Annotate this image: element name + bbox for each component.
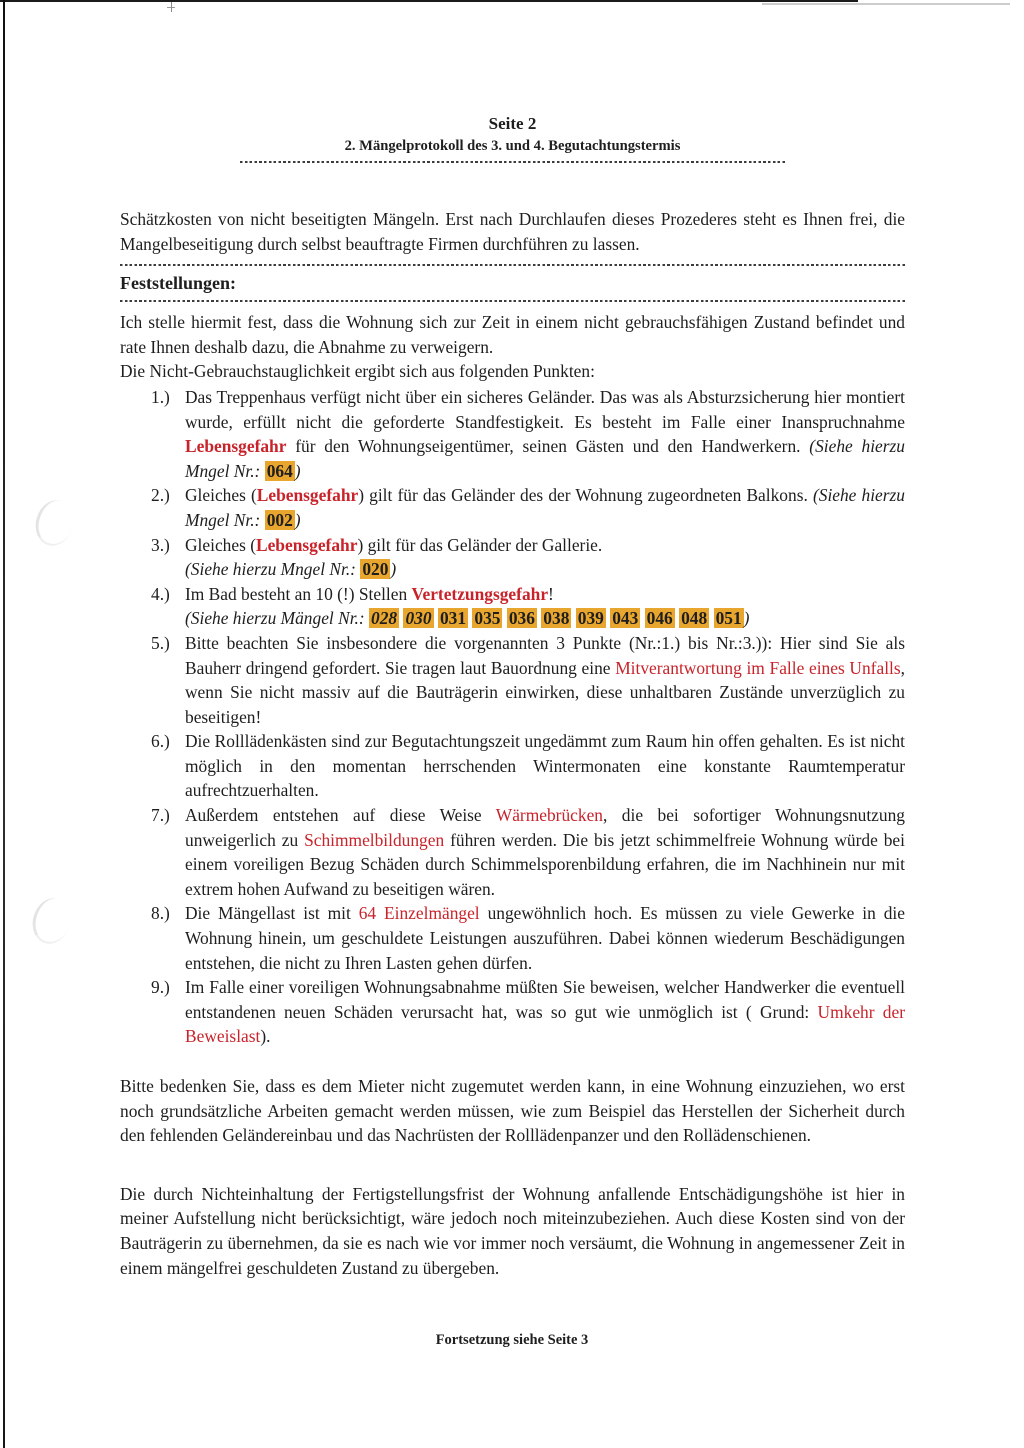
- list-item: [120, 385, 905, 483]
- list-item-number: 7.): [151, 805, 170, 826]
- list-item: [120, 533, 905, 582]
- text-segment: ungewöhnlich hoch. Es müssen zu viele Gewerke in die Wohnung hinein, um geschuldete Leistungen auszuführen. Dabei können wiederum Beschädigungen entstehen, die nicht zu Ihren Lasten gehen dürfen.: [185, 903, 905, 973]
- list-item: [120, 803, 905, 901]
- scan-artifact-left-line: [3, 0, 5, 1448]
- text-segment: Ich stelle hiermit fest, dass die Wohnung sich zur Zeit in einem nicht gebrauchsfähigen Zustand befindet und rate Ihnen deshalb dazu, die Abnahme zu verweigern.: [120, 312, 905, 357]
- text-segment: Die Rolllädenkästen sind zur Begutachtungszeit ungedämmt zum Raum hin offen gehalten. Es ist nicht möglich in den momentan herrschenden Wintermonaten eine konstante Raumtemperatur aufrechtzuerhalten.: [185, 731, 905, 801]
- text-segment: Die Nicht-Gebrauchstauglichkeit ergibt sich aus folgenden Punkten:: [120, 361, 595, 382]
- text-segment: , die bei sofortiger Wohnungsnutzung unweigerlich zu: [185, 805, 905, 850]
- list-item-text: [185, 903, 905, 972]
- section-divider-bottom: [120, 300, 905, 302]
- text-segment: Im Falle einer voreiligen Wohnungsabnahme müßten Sie beweisen, welcher Handwerker die eventuell entstandenen neuen Schäden verursacht hat, was so gut wie unmöglich ist ( Grund:: [185, 977, 905, 1022]
- closing-paragraph-compensation: [120, 1182, 905, 1280]
- text-segment: Außerdem entstehen auf diese Weise: [185, 805, 496, 826]
- list-item-number: 8.): [151, 903, 170, 924]
- list-item: [120, 975, 905, 1049]
- text-segment: (Siehe hierzu Mngel Nr.:: [185, 485, 906, 530]
- text-segment: Schimmelbildungen: [304, 829, 445, 850]
- intro-paragraph: [120, 207, 905, 256]
- list-item-number: 2.): [151, 485, 170, 506]
- defect-number-highlight: 030: [405, 608, 432, 629]
- text-segment: 64 Einzelmängel: [358, 903, 480, 924]
- text-segment: [640, 608, 644, 628]
- closing-paragraph-tenant: [120, 1074, 905, 1148]
- document-title: 2. Mängelprotokoll des 3. und 4. Begutachtungstermis: [344, 138, 681, 154]
- list-item: [120, 901, 905, 975]
- defect-number-highlight: 028: [371, 608, 398, 629]
- text-segment: Lebensgefahr: [185, 436, 287, 457]
- text-segment: ): [390, 559, 397, 580]
- text-segment: ) gilt für das Geländer des der Wohnung zugeordneten Balkons.: [358, 485, 813, 506]
- defect-number-highlight: 043: [612, 608, 639, 629]
- page-number: Seite 2: [488, 114, 537, 133]
- page-header: [120, 114, 905, 163]
- text-segment: ) gilt für das Geländer der Gallerie.: [357, 534, 603, 555]
- text-segment: Bitte beachten Sie insbesondere die vorgenannten 3 Punkte (Nr.:1.) bis Nr.:3.)): Hier sind Sie als Bauherr dringend gefordert. Sie tragen laut Bauordnung eine: [185, 632, 905, 678]
- text-segment: Bitte bedenken Sie, dass es dem Mieter nicht zugemutet werden kann, in eine Wohnung einzuziehen, wo erst noch grundsätzliche Arbeiten gemacht werden müssen, wie zum Beispiel das Herstellen der Sicherheit durch den fehlenden Geländereinbau und das Nachrüsten der Rolllädenpanzer und den Rollädenschienen.: [120, 1076, 905, 1146]
- section-heading: Feststellungen:: [120, 273, 236, 294]
- list-item-number: 1.): [151, 386, 170, 407]
- list-item-number: 3.): [151, 534, 170, 555]
- text-segment: Vertetzungsgefahr: [411, 583, 549, 604]
- defect-number-highlight: 002: [266, 509, 293, 530]
- continuation-note: Fortsetzung siehe Seite 3: [435, 1332, 589, 1348]
- text-segment: ): [294, 460, 301, 481]
- list-item-text: [185, 633, 905, 727]
- text-segment: Schätzkosten von nicht beseitigten Mängeln. Erst nach Durchlaufen dieses Prozederes steht es Ihnen frei, die Mangelbeseitigung durch selbst beauftragte Firmen durchführen zu lassen.: [120, 209, 905, 254]
- defect-number-highlight: 038: [543, 608, 570, 629]
- text-segment: für den Wohnungseigentümer, seinen Gästen und den Handwerkern.: [286, 436, 810, 457]
- list-item-number: 4.): [151, 583, 170, 604]
- list-item-number: 9.): [151, 977, 170, 998]
- document-content: [120, 114, 905, 1280]
- text-segment: , wenn Sie nicht massiv auf die Bauträgerin einwirken, diese unhaltbaren Zustände unverzüglich zu beseitigen!: [185, 657, 905, 727]
- text-segment: ): [294, 509, 301, 530]
- text-segment: ).: [260, 1026, 271, 1047]
- list-item-text: [185, 584, 749, 629]
- header-divider: [240, 161, 786, 163]
- list-item-text: [185, 535, 602, 580]
- section-divider-top: [120, 264, 905, 266]
- list-item-text: [185, 485, 905, 530]
- text-segment: Die Mängellast ist mit: [185, 903, 359, 924]
- list-item-text: [185, 387, 905, 481]
- list-item-text: [185, 977, 905, 1046]
- findings-intro-paragraph: [120, 310, 905, 384]
- text-segment: !: [548, 583, 554, 604]
- list-item: [120, 729, 905, 803]
- text-segment: Im Bad besteht an 10 (!) Stellen: [185, 583, 412, 604]
- list-item: [120, 483, 905, 532]
- list-item-text: [185, 805, 905, 899]
- scan-artifact-plus-mark: [167, 2, 175, 12]
- text-segment: (Siehe hierzu Mngel Nr.:: [185, 559, 361, 580]
- text-segment: führen werden. Die bis jetzt schimmelfreie Wohnung würde bei einem voreiligen Bezug Schäden durch Schimmelsporenbildung erfahren, die im Nachhinein nur mit extrem hohen Aufwand zu beseitigen wären.: [185, 829, 905, 899]
- text-segment: Gleiches (: [185, 534, 256, 555]
- defect-number-highlight: 039: [577, 608, 604, 629]
- text-segment: (Siehe hierzu Mngel Nr.:: [185, 436, 906, 481]
- text-segment: ): [743, 608, 750, 629]
- defect-number-highlight: 046: [646, 608, 673, 629]
- defect-number-highlight: 048: [681, 608, 708, 629]
- list-item: [120, 582, 905, 631]
- list-item-number: 6.): [151, 731, 170, 752]
- text-segment: Die durch Nichteinhaltung der Fertigstellungsfrist der Wohnung anfallende Entschädigungshöhe ist hier in meiner Aufstellung nicht berücksichtigt, wäre jedoch noch miteinzubeziehen. Auch diese Kosten sind von der Bauträgerin zu übernehmen, da sie es nach wie vor immer noch versäumt, die Wohnung in angemessener Zeit in einem mängelfrei geschuldeten Zustand zu übergeben.: [120, 1183, 905, 1278]
- defect-number-highlight: 036: [508, 608, 535, 629]
- defect-number-highlight: 031: [439, 608, 467, 629]
- defect-number-highlight: 064: [266, 460, 293, 481]
- text-segment: Mitverantwortung im Falle eines Unfalls: [615, 657, 901, 678]
- defect-number-highlight: 051: [715, 608, 742, 629]
- scan-artifact-top-right-line: [762, 3, 1010, 5]
- list-item-text: [185, 731, 905, 800]
- text-segment: (Siehe hierzu Mängel Nr.:: [185, 608, 370, 629]
- text-segment: [709, 608, 713, 628]
- defect-number-highlight: 035: [474, 608, 501, 629]
- scan-artifact-arc: [27, 894, 75, 948]
- list-item-number: 5.): [151, 632, 170, 653]
- scan-artifact-top-line: [0, 0, 858, 2]
- text-segment: Das Treppenhaus verfügt nicht über ein sicheres Geländer. Das was als Absturzsicherung hier montiert wurde, erfüllt nicht die geforderte Standfestigkeit. Es besteht im Falle einer Inanspruchnahme: [185, 386, 905, 432]
- findings-list: [120, 385, 905, 1049]
- text-segment: Lebensgefahr: [256, 485, 359, 506]
- list-item: [120, 631, 905, 729]
- text-segment: Lebensgefahr: [255, 534, 358, 555]
- text-segment: Gleiches (: [185, 485, 257, 506]
- text-segment: Umkehr der Beweislast: [185, 1001, 905, 1047]
- text-segment: Wärmebrücken: [495, 805, 603, 826]
- defect-number-highlight: 020: [362, 559, 389, 580]
- scan-artifact-arc: [30, 496, 78, 550]
